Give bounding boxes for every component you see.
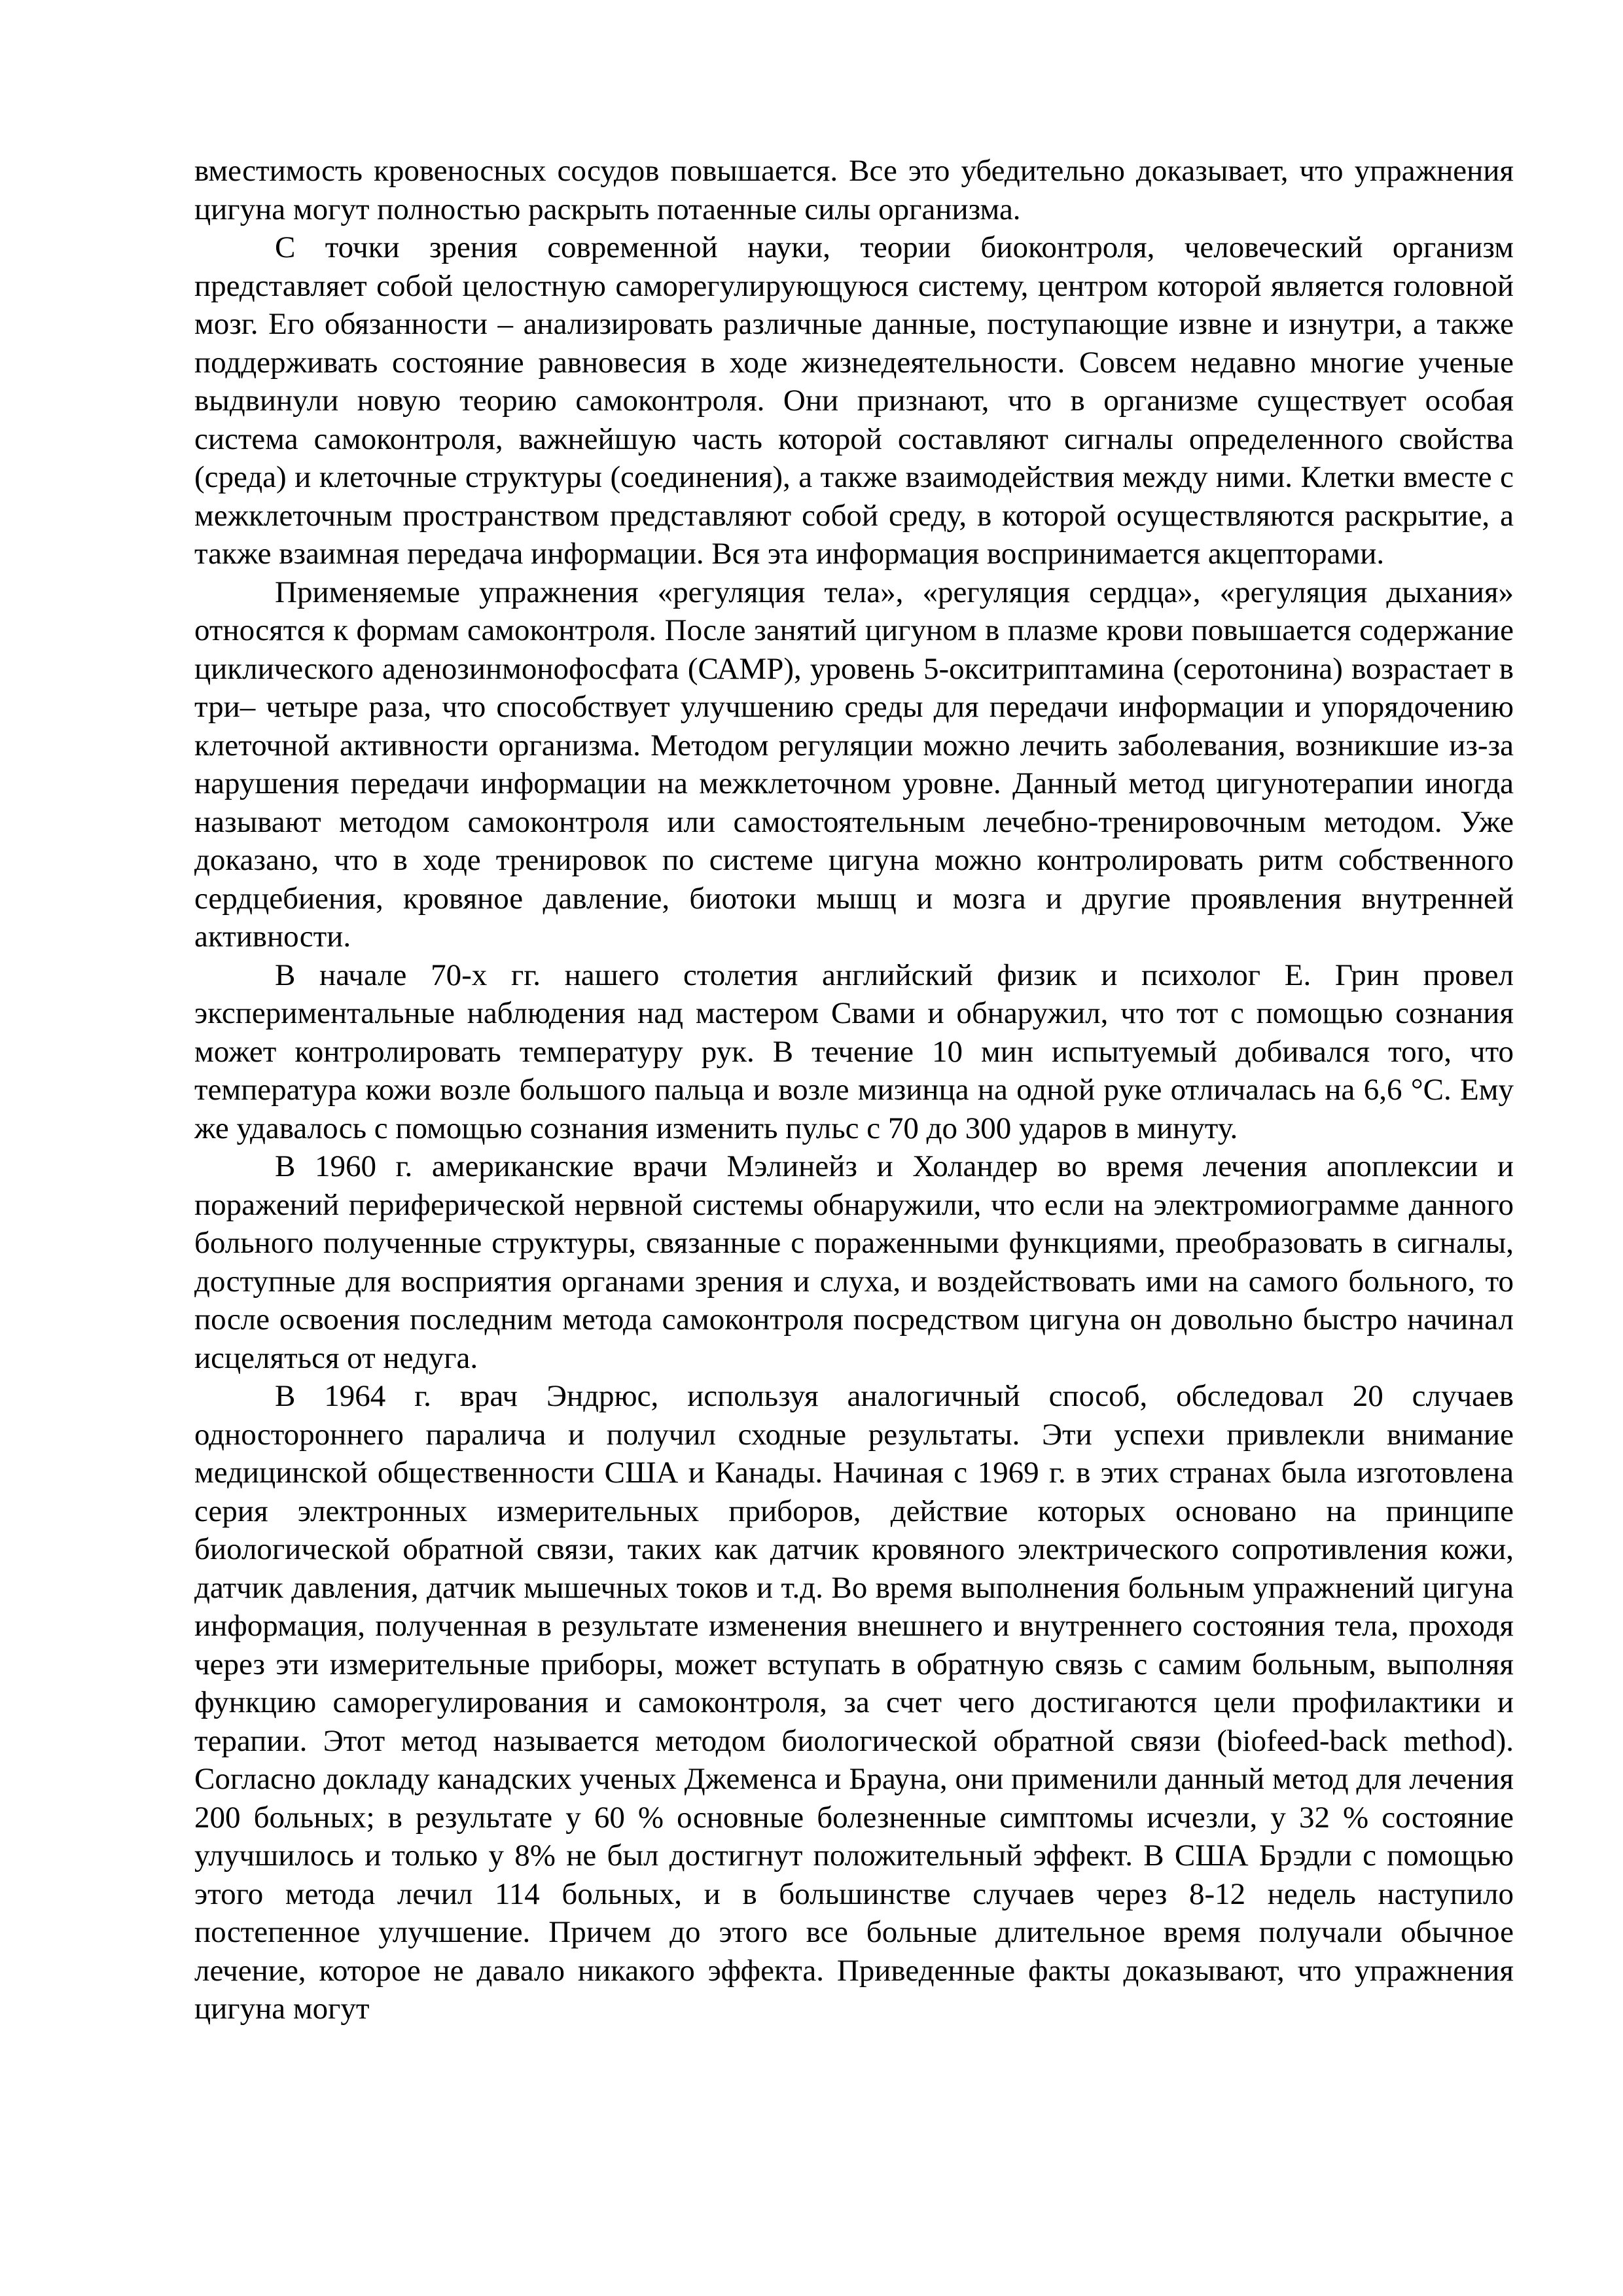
paragraph-1: вместимость кровеносных сосудов повышается. Все это убедительно доказывает, что упражнения цигуна могут полностью раскрыть потаенные силы организма.	[194, 154, 1514, 226]
body-text	[194, 152, 1514, 2028]
paragraph-4: В начале 70-х гг. нашего столетия английский физик и психолог Е. Грин провел экспериментальные наблюдения над мастером Свами и обнаружил, что тот с помощью сознания может контролировать температуру рук. В течение 10 мин испытуемый добивался того, что температура кожи возле большого пальца и возле мизинца на одной руке отличалась на 6,6 °С. Ему же удавалось с помощью сознания изменить пульс с 70 до 300 ударов в минуту.	[194, 958, 1514, 1145]
paragraph-3: Применяемые упражнения «регуляция тела», «регуляция сердца», «регуляция дыхания» относятся к формам самоконтроля. После занятий цигуном в плазме крови повышается содержание циклического аденозинмонофосфата (САМР), уровень 5-окситриптамина (серотонина) возрастает в три– четыре раза, что способствует улучшению среды для передачи информации и упорядочению клеточной активности организма. Методом регуляции можно лечить заболевания, возникшие из-за нарушения передачи информации на межклеточном уровне. Данный метод цигунотерапии иногда называют методом самоконтроля или самостоятельным лечебно-тренировочным методом. Уже доказано, что в ходе тренировок по системе цигуна можно контролировать ритм собственного сердцебиения, кровяное давление, биотоки мышц и мозга и другие проявления внутренней активности.	[194, 575, 1514, 954]
paragraph-6: В 1964 г. врач Эндрюс, используя аналогичный способ, обследовал 20 случаев одностороннего паралича и получил сходные результаты. Эти успехи привлекли внимание медицинской общественности США и Канады. Начиная с 1969 г. в этих странах была изготовлена серия электронных измерительных приборов, действие которых основано на принципе биологической обратной связи, таких как датчик кровяного электрического сопротивления кожи, датчик давления, датчик мышечных токов и т.д. Во время выполнения больным упражнений цигуна информация, полученная в результате изменения внешнего и внутреннего состояния тела, проходя через эти измерительные приборы, может вступать в обратную связь с самим больным, выполняя функцию саморегулирования и самоконтроля, за счет чего достигаются цели профилактики и терапии. Этот метод называется методом биологической обратной связи (biofeed-back method). Согласно докладу канадских ученых Джеменса и Брауна, они применили данный метод для лечения 200 больных; в результате у 60 % основные болезненные симптомы исчезли, у 32 % состояние улучшилось и только у 8% не был достигнут положительный эффект. В США Брэдли с помощью этого метода лечил 114 больных, и в большинстве случаев через 8-12 недель наступило постепенное улучшение. Причем до этого все больные длительное время получали обычное лечение, которое не давало никакого эффекта. Приведенные факты доказывают, что упражнения цигуна могут	[194, 1379, 1514, 2026]
paragraph-2: С точки зрения современной науки, теории биоконтроля, человеческий организм представляет собой целостную саморегулирующуюся систему, центром которой является головной мозг. Его обязанности – анализировать различные данные, поступающие извне и изнутри, а также поддерживать состояние равновесия в ходе жизнедеятельности. Совсем недавно многие ученые выдвинули новую теорию самоконтроля. Они признают, что в организме существует особая система самоконтроля, важнейшую часть которой составляют сигналы определенного свойства (среда) и клеточные структуры (соединения), а также взаимодействия между ними. Клетки вместе с межклеточным пространством представляют собой среду, в которой осуществляются раскрытие, а также взаимная передача информации. Вся эта информация воспринимается акцепторами.	[194, 230, 1514, 571]
paragraph-5: В 1960 г. американские врачи Мэлинейз и Холандер во время лечения апоплексии и поражений периферической нервной системы обнаружили, что если на электромиограмме данного больного полученные структуры, связанные с пораженными функциями, преобразовать в сигналы, доступные для восприятия органами зрения и слуха, и воздействовать ими на самого больного, то после освоения последним метода самоконтроля посредством цигуна он довольно быстро начинал исцеляться от недуга.	[194, 1149, 1514, 1375]
